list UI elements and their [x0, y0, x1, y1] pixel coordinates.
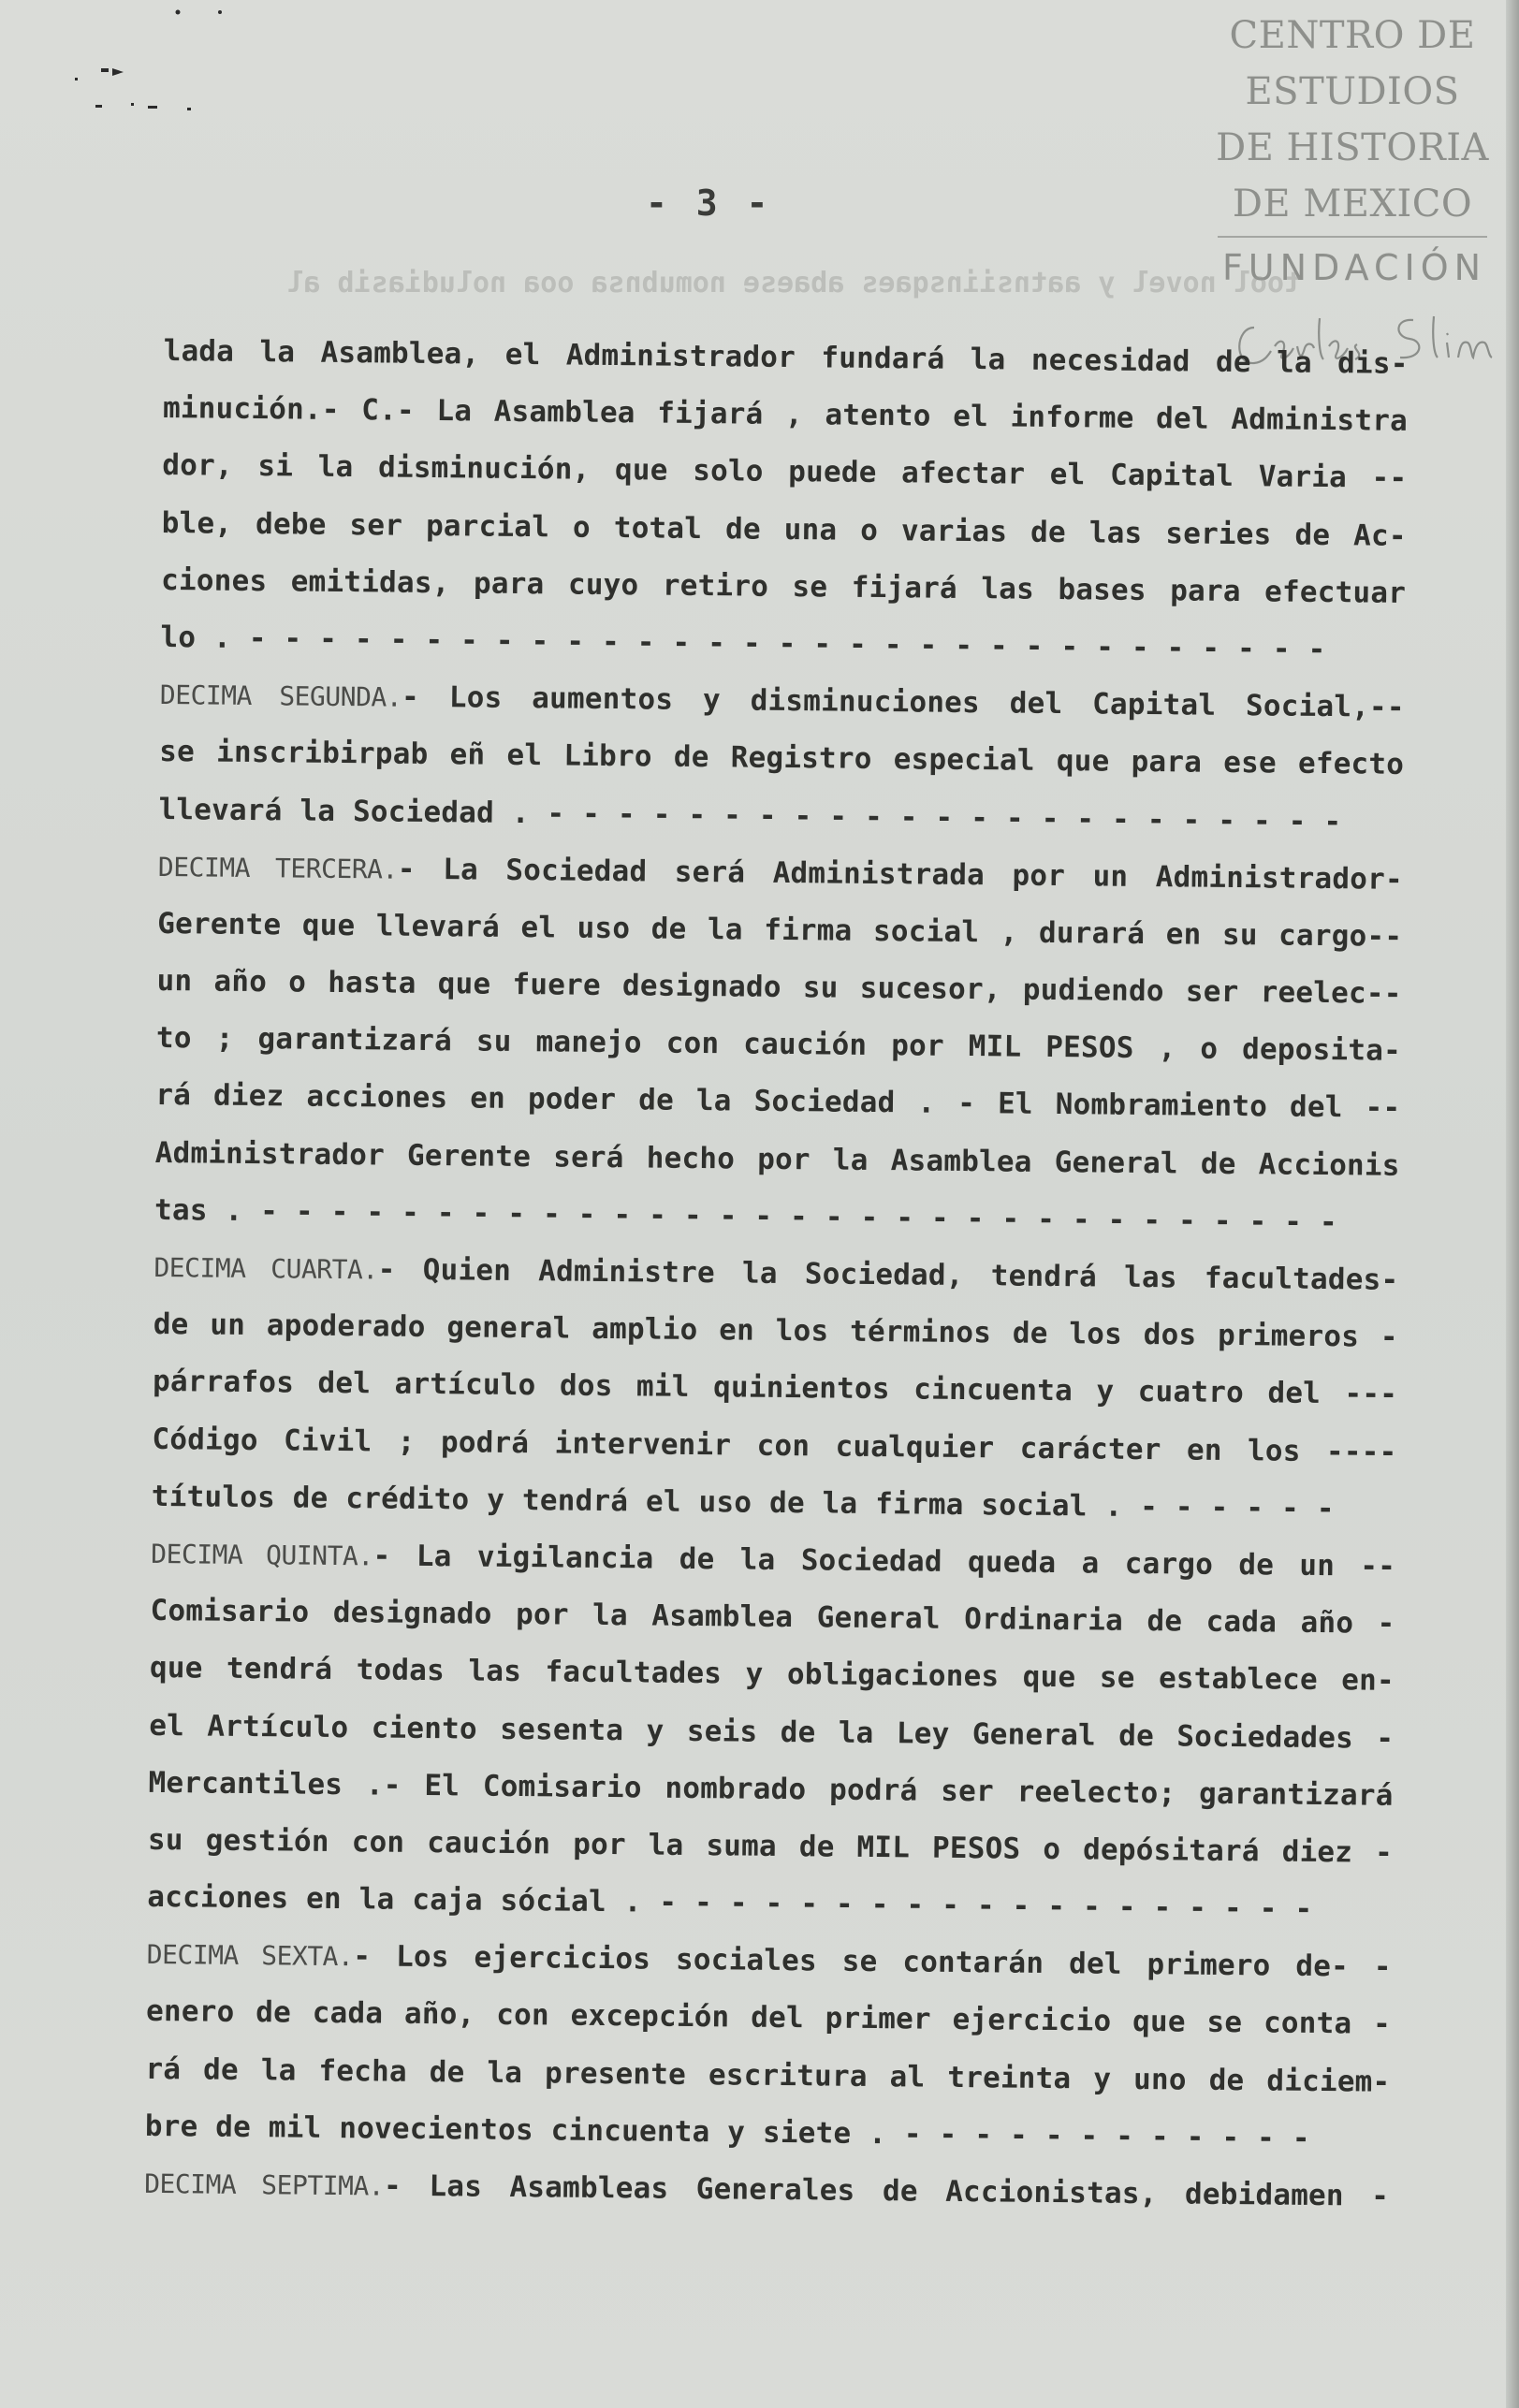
clause-text: - Los ejercicios sociales se contarán del primero de- -	[353, 1939, 1392, 1985]
clause-heading: DECIMA TERCERA.	[157, 851, 399, 885]
text-line: de un apoderado general amplio en los términos de los dos primeros -	[153, 1307, 1398, 1355]
watermark-divider	[1218, 236, 1487, 238]
text-line: se inscribirpab eñ el Libro de Registro especial que para ese efecto	[159, 735, 1405, 782]
text-line: enero de cada año, con excepción del primer ejercicio que se conta -	[145, 1994, 1392, 2042]
clause-heading: DECIMA CUARTA.	[153, 1251, 378, 1286]
text-line: que tendrá todas las facultades y obligaciones que se establece en-	[149, 1651, 1395, 1699]
archive-watermark	[1212, 7, 1493, 296]
text-line: acciones en la caja sócial . - - - - - - - - - - - - - - - - - - -	[147, 1879, 1313, 1927]
clause-heading: DECIMA SEPTIMA.	[144, 2167, 385, 2202]
text-line: Código Civil ; podrá intervenir con cualquier carácter en los ----	[152, 1422, 1397, 1469]
text-line: Mercantiles .- El Comisario nombrado podrá ser reelecto; garantizará	[148, 1765, 1394, 1813]
clause-text: - La vigilancia de la Sociedad queda a cargo de un --	[372, 1539, 1396, 1583]
text-line: Comisario designado por la Asamblea General Ordinaria de cada año -	[150, 1594, 1395, 1641]
text-line: dor, si la disminución, que solo puede afectar el Capital Varia --	[162, 448, 1408, 496]
text-line: un año o hasta que fuere designado su sucesor, pudiendo ser reelec--	[156, 964, 1402, 1011]
text-line: Administrador Gerente será hecho por la Asamblea General de Accionis	[154, 1135, 1400, 1183]
watermark-line-1: CENTRO DE	[1229, 14, 1476, 57]
clause-text: - Quien Administre la Sociedad, tendrá las facultades-	[377, 1252, 1399, 1297]
clause-heading: DECIMA SEXTA.	[146, 1939, 354, 1973]
ink-specks	[37, 5, 225, 126]
watermark-foundation: FUNDACIÓN	[1221, 247, 1487, 288]
clause-heading: DECIMA QUINTA.	[151, 1538, 373, 1572]
watermark-line-4: DE MEXICO	[1232, 182, 1473, 226]
text-line: el Artículo ciento sesenta y seis de la Ley General de Sociedades -	[149, 1708, 1395, 1756]
text-line: llevará la Sociedad . - - - - - - - - - - - - - - - - - - - - - - -	[158, 792, 1342, 839]
text-line: rá de la fecha de la presente escritura al treinta y uno de diciem-	[145, 2051, 1391, 2099]
text-line: bre de mil novecientos cincuenta y siete . - - - - - - - - - - - -	[144, 2109, 1310, 2155]
text-line: to ; garantizará su manejo con caución por MIL PESOS , o deposita-	[155, 1021, 1402, 1069]
text-line: párrafos del artículo dos mil quinientos cincuenta y cuatro del ---	[152, 1365, 1398, 1412]
text-line: lada la Asamblea, el Administrador fundará la necesidad de la dis-	[163, 333, 1409, 381]
text-line: rá diez acciones en poder de la Sociedad . - El Nombramiento del --	[155, 1078, 1401, 1126]
document-body	[144, 323, 1409, 2226]
clause-first-line	[144, 2155, 1390, 2226]
clause-heading: DECIMA SEGUNDA.	[159, 679, 402, 713]
page-number: - 3 -	[646, 182, 772, 224]
text-line: su gestión con caución por la suma de MIL PESOS o depósitará diez -	[147, 1822, 1394, 1870]
text-line: Gerente que llevará el uso de la firma social , durará en su cargo--	[157, 906, 1403, 954]
text-line: minución.- C.- La Asamblea fijará , atento el informe del Administra	[162, 391, 1409, 439]
clause-text: - Las Asambleas Generales de Accionistas, debidamen -	[383, 2168, 1390, 2213]
watermark-line-2: ESTUDIOS	[1245, 70, 1460, 113]
text-line: tas . - - - - - - - - - - - - - - - - - - - - - - - - - - - - - - -	[153, 1192, 1338, 1239]
watermark-line-3: DE HISTORIA	[1216, 126, 1489, 169]
clause-text: - Los aumentos y disminuciones del Capital Social,--	[401, 679, 1405, 725]
text-line: lo . - - - - - - - - - - - - - - - - - - - - - - - - - - - - - - -	[160, 620, 1326, 666]
clause-text: - La Sociedad será Administrada por un Administrador-	[397, 852, 1404, 897]
bleed-through-text: tool novel y aatnsiinsqaes abaese nomubnsa ooa noludiasib al	[286, 267, 1301, 299]
text-line: títulos de crédito y tendrá el uso de la firma social . - - - - - -	[151, 1479, 1335, 1525]
text-line: ciones emitidas, para cuyo retiro se fijará las bases para efectuar	[160, 562, 1407, 610]
text-line: ble, debe ser parcial o total de una o varias de las series de Ac-	[161, 505, 1407, 553]
